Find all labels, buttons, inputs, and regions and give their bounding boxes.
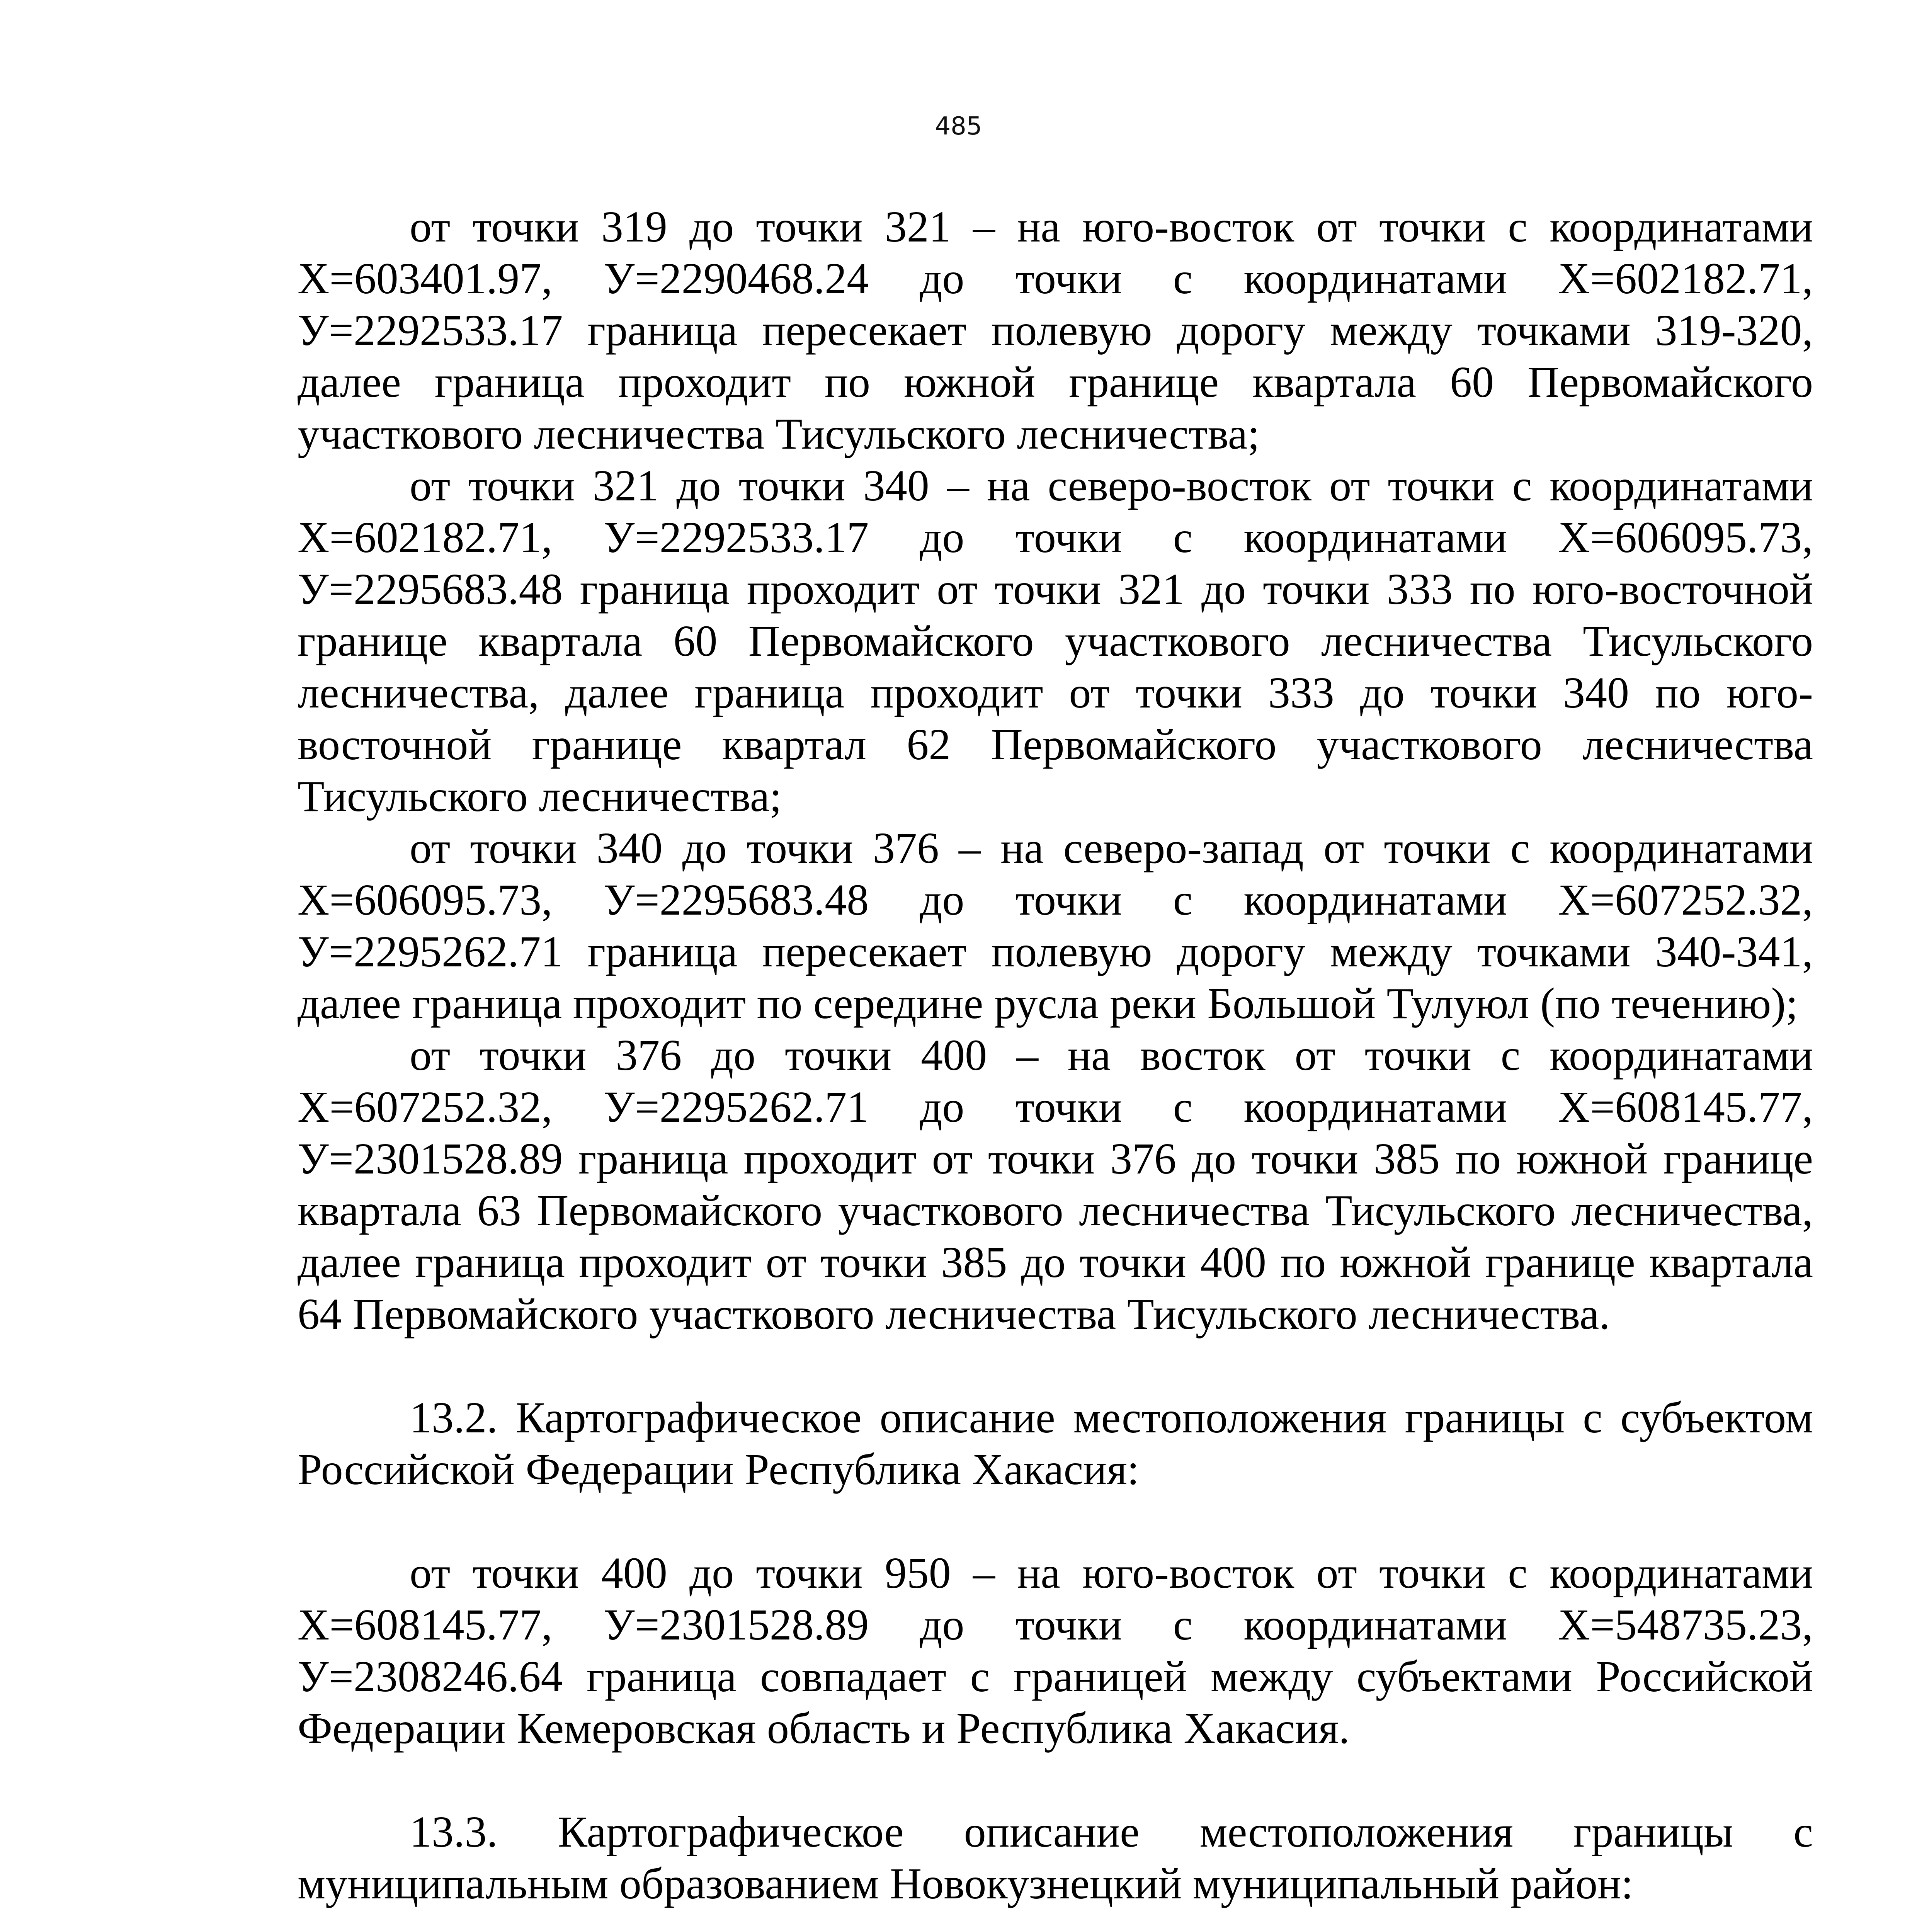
document-body xyxy=(298,201,1813,1932)
section-13-2-heading: 13.2. Картографическое описание местоположения границы с субъектом Российской Федерации Республика Хакасия: xyxy=(298,1393,1813,1494)
paragraph-376-400: от точки 376 до точки 400 – на восток от точки с координатами Х=607252.32, У=2295262.71 до точки с координатами Х=608145.77, У=2301528.89 граница проходит от точки 376 до точки 385 по южной границе квартала 63 Первомайского участкового лесничества Тисульского лесничества, далее граница проходит от точки 385 до точки 400 по южной границе квартала 64 Первомайского участкового лесничества Тисульского лесничества. xyxy=(298,1031,1813,1338)
section-13-3-heading: 13.3. Картографическое описание местоположения границы с муниципальным образованием Новокузнецкий муниципальный район: xyxy=(298,1807,1813,1908)
paragraph-340-376: от точки 340 до точки 376 – на северо-запад от точки с координатами Х=606095.73, У=2295683.48 до точки с координатами Х=607252.32, У=2295262.71 граница пересекает полевую дорогу между точками 340-341, далее граница проходит по середине русла реки Большой Тулуюл (по течению); xyxy=(298,823,1813,1028)
page-number: 485 xyxy=(935,112,982,141)
paragraph-319-321: от точки 319 до точки 321 – на юго-восток от точки с координатами Х=603401.97, У=2290468.24 до точки с координатами Х=602182.71, У=2292533.17 граница пересекает полевую дорогу между точками 319-320, далее граница проходит по южной границе квартала 60 Первомайского участкового лесничества Тисульского лесничества; xyxy=(298,202,1813,458)
paragraph-321-340: от точки 321 до точки 340 – на северо-восток от точки с координатами Х=602182.71, У=2292533.17 до точки с координатами Х=606095.73, У=2295683.48 граница проходит от точки 321 до точки 333 по юго-восточной границе квартала 60 Первомайского участкового лесничества Тисульского лесничества, далее граница проходит от точки 333 до точки 340 по юго-восточной границе квартал 62 Первомайского участкового лесничества Тисульского лесничества; xyxy=(298,461,1813,821)
paragraph-400-950: от точки 400 до точки 950 – на юго-восток от точки с координатами Х=608145.77, У=2301528.89 до точки с координатами Х=548735.23, У=2308246.64 граница совпадает с границей между субъектами Российской Федерации Кемеровская область и Республика Хакасия. xyxy=(298,1548,1813,1753)
